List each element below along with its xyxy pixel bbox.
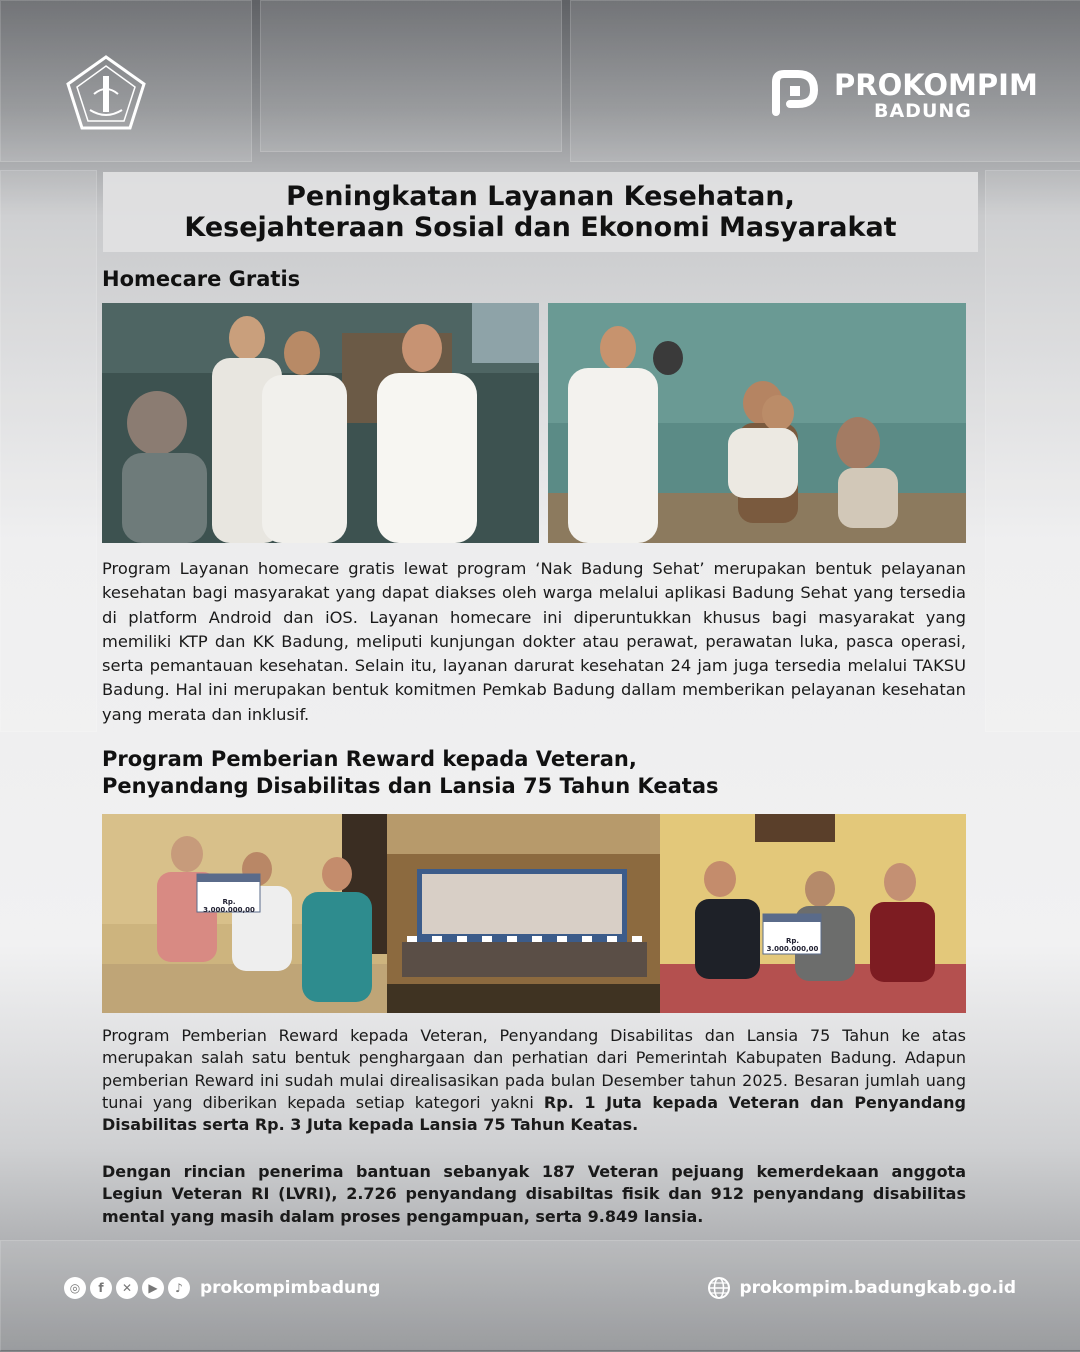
x-icon[interactable]: ✕ — [116, 1277, 138, 1299]
reward-photo-3 — [660, 814, 966, 1013]
homecare-photo-2 — [548, 303, 966, 543]
prokompim-logo-icon — [772, 70, 818, 116]
reward-card-amount-1: Rp. 3.000.000,00 — [203, 898, 255, 914]
reward-photo-1 — [102, 814, 387, 1013]
reward-heading-line-1: Program Pemberian Reward kepada Veteran, — [102, 747, 637, 771]
reward-photo-2 — [387, 814, 660, 1013]
instagram-icon[interactable]: ◎ — [64, 1277, 86, 1299]
social-links — [64, 1276, 380, 1300]
reward-paragraph — [102, 1025, 966, 1136]
brand-subtitle: BADUNG — [874, 100, 972, 122]
social-handle[interactable]: prokompimbadung — [200, 1278, 381, 1298]
youtube-icon[interactable]: ▶ — [142, 1277, 164, 1299]
homecare-photo-1 — [102, 303, 539, 543]
reward-card-amount-2: Rp. 3.000.000,00 — [766, 937, 819, 953]
tiktok-icon[interactable]: ♪ — [168, 1277, 190, 1299]
brand-name: PROKOMPIM — [834, 68, 1038, 102]
title-line-1: Peningkatan Layanan Kesehatan, — [286, 181, 795, 212]
website-url[interactable]: prokompim.badungkab.go.id — [739, 1278, 1016, 1298]
reward-details-paragraph: Dengan rincian penerima bantuan sebanyak 187 Veteran pejuang kemerdekaan anggota Legiun Veteran RI (LVRI), 2.726 penyandang disabiltas fisik dan 912 penyandang disabilitas mental yang masih dalam proses pengampuan, serta 9.849 lansia. — [102, 1162, 966, 1226]
title-line-2: Kesejahteraan Sosial dan Ekonomi Masyarakat — [184, 212, 897, 243]
reward-paragraph-text: Program Pemberian Reward kepada Veteran, Penyandang Disabilitas dan Lansia 75 Tahun ke atas merupakan salah satu bentuk penghargaan dan perhatian dari Pemerintah Kabupaten Badung. Adapun pemberian Reward ini sudah mulai direalisasikan pada bulan Desember tahun 2025. Besaran jumlah uang tunai yang diberikan kepada setiap kategori yakni — [102, 1026, 966, 1112]
section-heading-reward — [102, 746, 719, 800]
prokompim-brand — [770, 66, 1038, 122]
homecare-paragraph: Program Layanan homecare gratis lewat program ‘Nak Badung Sehat’ merupakan bentuk pelayanan kesehatan bagi masyarakat yang dapat diakses oleh warga melalui aplikasi Badung Sehat yang tersedia di platform Android dan iOS. Layanan homecare ini diperuntukkan khusus bagi masyarakat yang memiliki KTP dan KK Badung, meliputi kunjungan dokter atau perawat, perawatan luka, pasca operasi, serta pemantauan kesehatan. Selain itu, layanan darurat kesehatan 24 jam juga tersedia melalui TAKSU Badung. Hal ini merupakan bentuk komitmen Pemkab Badung dallam memberikan pelayanan kesehatan yang merata dan inklusif. — [102, 559, 966, 724]
globe-icon — [707, 1276, 731, 1300]
reward-heading-line-2: Penyandang Disabilitas dan Lansia 75 Tahun Keatas — [102, 774, 719, 798]
facebook-icon[interactable]: f — [90, 1277, 112, 1299]
page-title — [103, 172, 978, 252]
regency-emblem — [64, 54, 148, 132]
section-heading-homecare: Homecare Gratis — [102, 267, 301, 291]
website-link[interactable] — [707, 1276, 1016, 1300]
reward-amounts-text: Rp. 1 Juta kepada Veteran dan Penyandang Disabilitas serta Rp. 3 Juta kepada Lansia 75 Tahun Keatas. — [102, 1092, 966, 1135]
badung-regency-emblem-icon — [64, 54, 148, 132]
